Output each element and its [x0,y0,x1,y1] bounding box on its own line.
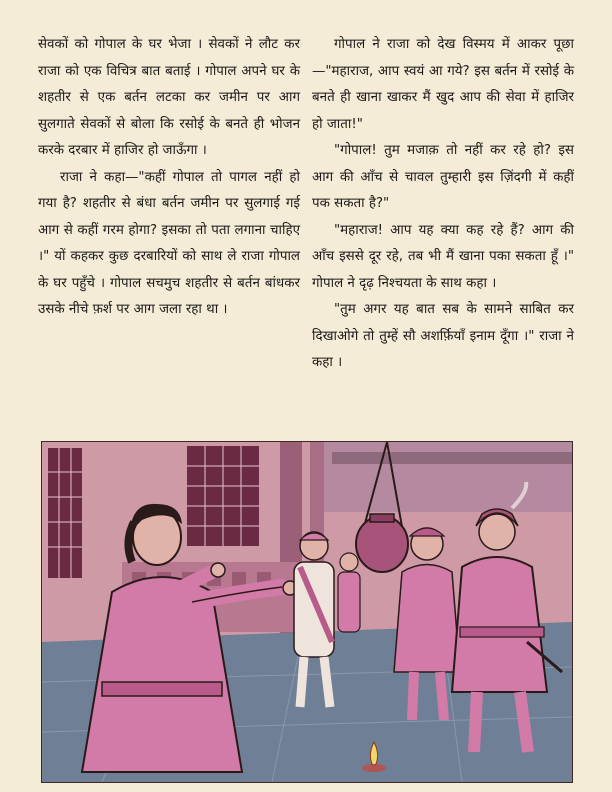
left-paragraph-2: राजा ने कहा—"कहीं गोपाल तो पागल नहीं हो गया है? शहतीर से बंधा बर्तन जमीन पर सुलगाई गई आग से कहीं गरम होगा? इसका तो पता लगाना चाहिए ।" यों कहकर कुछ दरबारियों को साथ ले राजा गोपाल के घर पहुँचे । गोपाल सचमुच शहतीर से बर्तन बांधकर उसके नीचे फ़र्श पर आग जला रहा था । [38,169,300,317]
left-text-column [38,32,300,324]
right-text-column [312,32,574,377]
story-illustration [41,441,573,783]
background-courtier [338,553,360,632]
right-paragraph-2: "गोपाल! तुम मजाक़ तो नहीं कर रहे हो? इस आग की आँच से चावल तुम्हारी इस ज़िंदगी में कहीं पक सकता है?" [312,143,574,211]
right-paragraph-4: "तुम अगर यह बात सब के सामने साबित कर दिखाओगे तो तुम्हें सौ अशर्फ़ियाँ इनाम दूँगा ।" राजा ने कहा । [312,302,574,370]
illustration-scene [42,442,572,782]
right-paragraph-1: गोपाल ने राजा को देख विस्मय में आकर पूछा—"महाराज, आप स्वयं आ गये? इस बर्तन में रसोई के बनते ही खाना खाकर मैं खुद आप की सेवा में हाजिर हो जाता!" [312,37,574,132]
window-left [48,448,82,578]
left-paragraph-1: सेवकों को गोपाल के घर भेजा । सेवकों ने लौट कर राजा को एक विचित्र बात बताई । गोपाल अपने घर के शहतीर से एक बर्तन लटका कर जमीन पर आग सुलगाते सेवकों से बोला कि रसोई के बनते ही भोजन करके दरबार में हाजिर हो जाऊँगा । [38,37,300,158]
right-paragraph-3: "महाराज! आप यह क्या कह रहे हैं? आग की आँच इससे दूर रहे, तब भी मैं खाना पका सकता हूँ ।" गोपाल ने दृढ़ निश्चयता के साथ कहा । [312,222,574,291]
